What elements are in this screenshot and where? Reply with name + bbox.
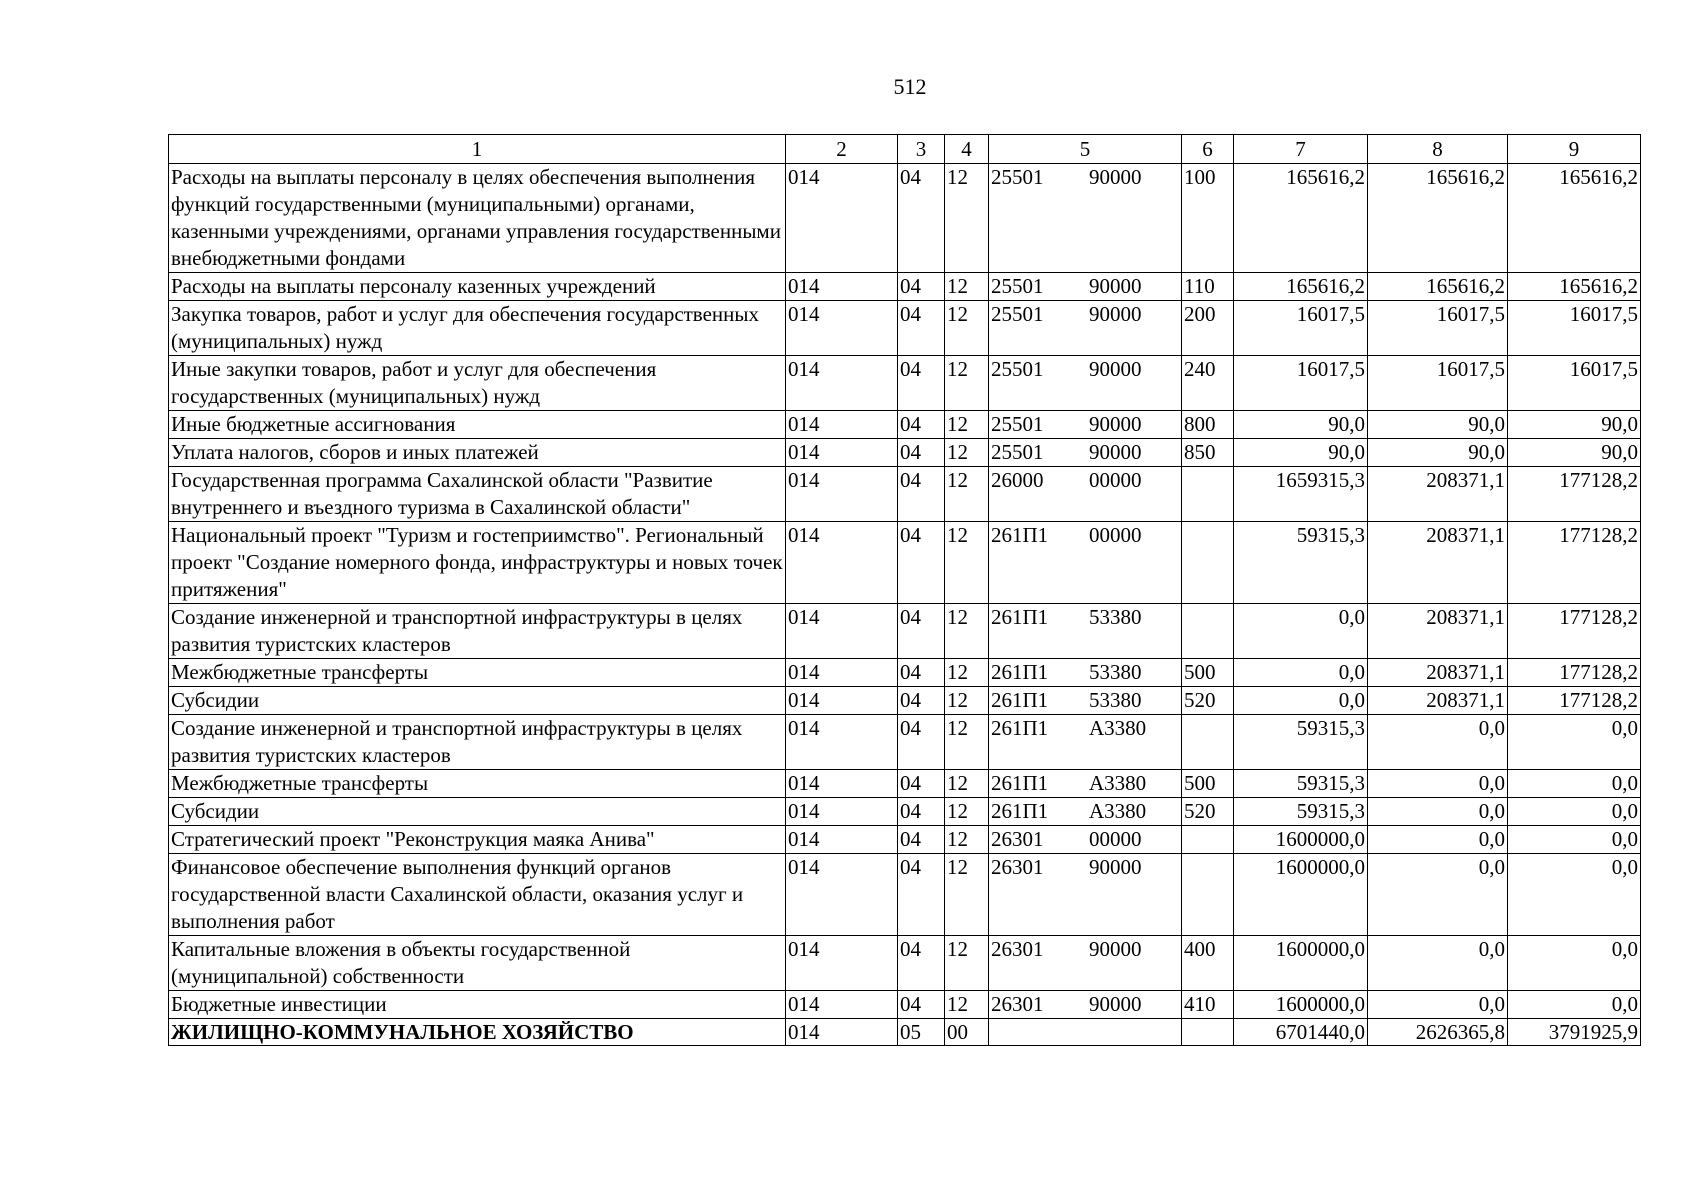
- amount-col7-cell: 6701440,0: [1234, 1019, 1368, 1046]
- amount-col8-cell: 208371,1: [1368, 659, 1508, 687]
- target-article-part1: 26301: [991, 855, 1044, 879]
- expense-type-cell: 500: [1182, 770, 1234, 798]
- expense-type-cell: [1182, 604, 1234, 659]
- target-article-part1: 26000: [991, 468, 1044, 492]
- amount-col8-cell: 0,0: [1368, 854, 1508, 936]
- amount-col8-cell: 16017,5: [1368, 301, 1508, 356]
- section-code-cell: 04: [898, 770, 945, 798]
- amount-col9-cell: 177128,2: [1508, 467, 1641, 522]
- amount-col9-cell: 0,0: [1508, 798, 1641, 826]
- table-row: [169, 522, 1641, 604]
- amount-col8-cell: 165616,2: [1368, 164, 1508, 273]
- amount-col9-cell: 90,0: [1508, 411, 1641, 439]
- amount-col9-cell: 16017,5: [1508, 301, 1641, 356]
- section-code-cell: 04: [898, 522, 945, 604]
- amount-col8-cell: 0,0: [1368, 991, 1508, 1019]
- amount-col8-cell: 0,0: [1368, 798, 1508, 826]
- target-article-part1: 261П1: [991, 799, 1049, 823]
- ministry-code-cell: 014: [786, 301, 898, 356]
- expense-type-cell: 520: [1182, 798, 1234, 826]
- expense-type-cell: [1182, 854, 1234, 936]
- table-row: [169, 1019, 1641, 1046]
- ministry-code-cell: 014: [786, 604, 898, 659]
- table-body: [169, 164, 1641, 1046]
- target-article-cell: [989, 1019, 1182, 1046]
- column-header: 8: [1368, 135, 1508, 164]
- target-article-cell: [989, 273, 1182, 301]
- amount-col7-cell: 59315,3: [1234, 770, 1368, 798]
- subsection-code-cell: 12: [945, 467, 989, 522]
- section-code-cell: 04: [898, 164, 945, 273]
- expense-type-cell: 100: [1182, 164, 1234, 273]
- ministry-code-cell: 014: [786, 826, 898, 854]
- subsection-code-cell: 12: [945, 687, 989, 715]
- amount-col8-cell: 90,0: [1368, 439, 1508, 467]
- amount-col9-cell: 16017,5: [1508, 356, 1641, 411]
- section-code-cell: 04: [898, 273, 945, 301]
- table-row: [169, 854, 1641, 936]
- amount-col7-cell: 90,0: [1234, 439, 1368, 467]
- column-header: 1: [169, 135, 786, 164]
- subsection-code-cell: 12: [945, 411, 989, 439]
- amount-col8-cell: 208371,1: [1368, 687, 1508, 715]
- column-header: 7: [1234, 135, 1368, 164]
- ministry-code-cell: 014: [786, 687, 898, 715]
- target-article-part2: 90000: [1089, 165, 1142, 189]
- target-article-cell: [989, 439, 1182, 467]
- amount-col7-cell: 16017,5: [1234, 301, 1368, 356]
- amount-col7-cell: 1659315,3: [1234, 467, 1368, 522]
- target-article-cell: [989, 770, 1182, 798]
- target-article-part1: 25501: [991, 357, 1044, 381]
- target-article-part1: 26301: [991, 992, 1044, 1016]
- target-article-cell: [989, 356, 1182, 411]
- row-name-cell: Расходы на выплаты персоналу в целях обеспечения выполнения функций государственными (муниципальными) органами, казенными учреждениями, органами управления государственными внебюджетными фондами: [169, 164, 786, 273]
- ministry-code-cell: 014: [786, 798, 898, 826]
- target-article-part2: 90000: [1089, 992, 1142, 1016]
- row-name-cell: Межбюджетные трансферты: [169, 770, 786, 798]
- subsection-code-cell: 12: [945, 164, 989, 273]
- target-article-part1: 261П1: [991, 716, 1049, 740]
- table-row: [169, 798, 1641, 826]
- table-row: [169, 356, 1641, 411]
- section-code-cell: 05: [898, 1019, 945, 1046]
- amount-col7-cell: 1600000,0: [1234, 936, 1368, 991]
- target-article-part1: 261П1: [991, 688, 1049, 712]
- expense-type-cell: [1182, 522, 1234, 604]
- target-article-cell: [989, 411, 1182, 439]
- target-article-cell: [989, 687, 1182, 715]
- row-name-cell: Национальный проект "Туризм и гостеприимство". Региональный проект "Создание номерного фонда, инфраструктуры и новых точек притяжения": [169, 522, 786, 604]
- target-article-part2: А3380: [1089, 799, 1147, 823]
- target-article-part2: 90000: [1089, 937, 1142, 961]
- table-row: [169, 604, 1641, 659]
- subsection-code-cell: 12: [945, 770, 989, 798]
- section-code-cell: 04: [898, 798, 945, 826]
- ministry-code-cell: 014: [786, 356, 898, 411]
- target-article-cell: [989, 467, 1182, 522]
- row-name-cell: Расходы на выплаты персоналу казенных учреждений: [169, 273, 786, 301]
- target-article-part1: 261П1: [991, 523, 1049, 547]
- amount-col9-cell: 177128,2: [1508, 522, 1641, 604]
- row-name-cell: Субсидии: [169, 687, 786, 715]
- target-article-part1: 25501: [991, 165, 1044, 189]
- table-row: [169, 439, 1641, 467]
- table-row: [169, 659, 1641, 687]
- ministry-code-cell: 014: [786, 522, 898, 604]
- section-code-cell: 04: [898, 659, 945, 687]
- expense-type-cell: 520: [1182, 687, 1234, 715]
- expense-type-cell: [1182, 467, 1234, 522]
- amount-col8-cell: 165616,2: [1368, 273, 1508, 301]
- ministry-code-cell: 014: [786, 854, 898, 936]
- amount-col9-cell: 90,0: [1508, 439, 1641, 467]
- subsection-code-cell: 12: [945, 936, 989, 991]
- page-number: 512: [893, 74, 927, 99]
- subsection-code-cell: 12: [945, 991, 989, 1019]
- expense-type-cell: 400: [1182, 936, 1234, 991]
- amount-col8-cell: 208371,1: [1368, 522, 1508, 604]
- amount-col7-cell: 59315,3: [1234, 522, 1368, 604]
- expense-type-cell: [1182, 715, 1234, 770]
- target-article-cell: [989, 854, 1182, 936]
- target-article-part2: 90000: [1089, 855, 1142, 879]
- subsection-code-cell: 12: [945, 659, 989, 687]
- target-article-part1: 261П1: [991, 660, 1049, 684]
- expense-type-cell: 240: [1182, 356, 1234, 411]
- amount-col7-cell: 1600000,0: [1234, 826, 1368, 854]
- section-code-cell: 04: [898, 356, 945, 411]
- ministry-code-cell: 014: [786, 991, 898, 1019]
- amount-col9-cell: 0,0: [1508, 770, 1641, 798]
- column-header: 3: [898, 135, 945, 164]
- header-row: [169, 135, 1641, 164]
- table-row: [169, 826, 1641, 854]
- expense-type-cell: [1182, 1019, 1234, 1046]
- ministry-code-cell: 014: [786, 1019, 898, 1046]
- target-article-cell: [989, 826, 1182, 854]
- row-name-cell: Бюджетные инвестиции: [169, 991, 786, 1019]
- amount-col8-cell: 90,0: [1368, 411, 1508, 439]
- row-name-cell: Капитальные вложения в объекты государственной (муниципальной) собственности: [169, 936, 786, 991]
- amount-col9-cell: 165616,2: [1508, 164, 1641, 273]
- expense-type-cell: 410: [1182, 991, 1234, 1019]
- section-code-cell: 04: [898, 936, 945, 991]
- target-article-part2: 53380: [1089, 660, 1142, 684]
- subsection-code-cell: 12: [945, 522, 989, 604]
- section-code-cell: 04: [898, 715, 945, 770]
- amount-col9-cell: 177128,2: [1508, 687, 1641, 715]
- target-article-part2: 90000: [1089, 357, 1142, 381]
- target-article-cell: [989, 659, 1182, 687]
- ministry-code-cell: 014: [786, 273, 898, 301]
- row-name-cell: Иные бюджетные ассигнования: [169, 411, 786, 439]
- column-header: 9: [1508, 135, 1641, 164]
- section-code-cell: 04: [898, 687, 945, 715]
- section-code-cell: 04: [898, 604, 945, 659]
- amount-col8-cell: 2626365,8: [1368, 1019, 1508, 1046]
- row-name-cell: Создание инженерной и транспортной инфраструктуры в целях развития туристских кластеров: [169, 604, 786, 659]
- amount-col7-cell: 0,0: [1234, 659, 1368, 687]
- expense-type-cell: [1182, 826, 1234, 854]
- subsection-code-cell: 12: [945, 301, 989, 356]
- ministry-code-cell: 014: [786, 715, 898, 770]
- amount-col8-cell: 0,0: [1368, 936, 1508, 991]
- amount-col8-cell: 16017,5: [1368, 356, 1508, 411]
- target-article-part2: 53380: [1089, 605, 1142, 629]
- expense-type-cell: 110: [1182, 273, 1234, 301]
- amount-col7-cell: 90,0: [1234, 411, 1368, 439]
- ministry-code-cell: 014: [786, 936, 898, 991]
- budget-table: [168, 134, 1641, 1046]
- subsection-code-cell: 12: [945, 439, 989, 467]
- table-row: [169, 411, 1641, 439]
- target-article-part2: 90000: [1089, 302, 1142, 326]
- ministry-code-cell: 014: [786, 164, 898, 273]
- ministry-code-cell: 014: [786, 770, 898, 798]
- amount-col9-cell: 0,0: [1508, 826, 1641, 854]
- table-row: [169, 687, 1641, 715]
- target-article-part1: 261П1: [991, 771, 1049, 795]
- table-row: [169, 936, 1641, 991]
- table-row: [169, 273, 1641, 301]
- amount-col7-cell: 1600000,0: [1234, 991, 1368, 1019]
- table-row: [169, 467, 1641, 522]
- target-article-cell: [989, 798, 1182, 826]
- column-header: 4: [945, 135, 989, 164]
- target-article-part2: 00000: [1089, 523, 1142, 547]
- amount-col7-cell: 165616,2: [1234, 164, 1368, 273]
- row-name-cell: Государственная программа Сахалинской области "Развитие внутреннего и въездного туризма в Сахалинской области": [169, 467, 786, 522]
- expense-type-cell: 500: [1182, 659, 1234, 687]
- subsection-code-cell: 12: [945, 604, 989, 659]
- target-article-part1: 25501: [991, 412, 1044, 436]
- amount-col9-cell: 165616,2: [1508, 273, 1641, 301]
- target-article-part1: 25501: [991, 302, 1044, 326]
- amount-col7-cell: 59315,3: [1234, 715, 1368, 770]
- row-name-cell: Уплата налогов, сборов и иных платежей: [169, 439, 786, 467]
- amount-col9-cell: 0,0: [1508, 854, 1641, 936]
- amount-col9-cell: 0,0: [1508, 991, 1641, 1019]
- section-code-cell: 04: [898, 301, 945, 356]
- amount-col8-cell: 0,0: [1368, 715, 1508, 770]
- amount-col7-cell: 59315,3: [1234, 798, 1368, 826]
- subsection-code-cell: 12: [945, 854, 989, 936]
- subsection-code-cell: 12: [945, 798, 989, 826]
- row-name-cell: Создание инженерной и транспортной инфраструктуры в целях развития туристских кластеров: [169, 715, 786, 770]
- target-article-part2: 00000: [1089, 827, 1142, 851]
- table-row: [169, 301, 1641, 356]
- target-article-part1: 25501: [991, 274, 1044, 298]
- section-code-cell: 04: [898, 411, 945, 439]
- amount-col9-cell: 177128,2: [1508, 659, 1641, 687]
- target-article-part2: 90000: [1089, 440, 1142, 464]
- target-article-part1: 261П1: [991, 605, 1049, 629]
- target-article-part2: А3380: [1089, 716, 1147, 740]
- amount-col9-cell: 0,0: [1508, 715, 1641, 770]
- section-code-cell: 04: [898, 439, 945, 467]
- section-code-cell: 04: [898, 991, 945, 1019]
- target-article-cell: [989, 301, 1182, 356]
- row-name-cell: Закупка товаров, работ и услуг для обеспечения государственных (муниципальных) нужд: [169, 301, 786, 356]
- target-article-part1: 25501: [991, 440, 1044, 464]
- amount-col7-cell: 0,0: [1234, 604, 1368, 659]
- section-code-cell: 04: [898, 854, 945, 936]
- subsection-code-cell: 12: [945, 356, 989, 411]
- target-article-cell: [989, 164, 1182, 273]
- amount-col8-cell: 208371,1: [1368, 604, 1508, 659]
- target-article-part1: 26301: [991, 827, 1044, 851]
- amount-col8-cell: 0,0: [1368, 826, 1508, 854]
- target-article-part2: 53380: [1089, 688, 1142, 712]
- amount-col9-cell: 0,0: [1508, 936, 1641, 991]
- target-article-part2: А3380: [1089, 771, 1147, 795]
- row-name-cell: Межбюджетные трансферты: [169, 659, 786, 687]
- subsection-code-cell: 12: [945, 826, 989, 854]
- target-article-cell: [989, 936, 1182, 991]
- target-article-part1: 26301: [991, 937, 1044, 961]
- section-code-cell: 04: [898, 467, 945, 522]
- amount-col7-cell: 165616,2: [1234, 273, 1368, 301]
- row-name-cell: Стратегический проект "Реконструкция маяка Анива": [169, 826, 786, 854]
- target-article-cell: [989, 991, 1182, 1019]
- target-article-cell: [989, 522, 1182, 604]
- target-article-cell: [989, 604, 1182, 659]
- ministry-code-cell: 014: [786, 411, 898, 439]
- table-row: [169, 164, 1641, 273]
- target-article-part2: 90000: [1089, 412, 1142, 436]
- ministry-code-cell: 014: [786, 467, 898, 522]
- subsection-code-cell: 12: [945, 715, 989, 770]
- amount-col9-cell: 3791925,9: [1508, 1019, 1641, 1046]
- expense-type-cell: 200: [1182, 301, 1234, 356]
- ministry-code-cell: 014: [786, 659, 898, 687]
- ministry-code-cell: 014: [786, 439, 898, 467]
- amount-col8-cell: 0,0: [1368, 770, 1508, 798]
- expense-type-cell: 800: [1182, 411, 1234, 439]
- row-name-cell: Финансовое обеспечение выполнения функций органов государственной власти Сахалинской области, оказания услуг и выполнения работ: [169, 854, 786, 936]
- section-code-cell: 04: [898, 826, 945, 854]
- table-row: [169, 991, 1641, 1019]
- amount-col7-cell: 1600000,0: [1234, 854, 1368, 936]
- row-name-cell: Субсидии: [169, 798, 786, 826]
- table-row: [169, 770, 1641, 798]
- row-name-cell: ЖИЛИЩНО-КОММУНАЛЬНОЕ ХОЗЯЙСТВО: [169, 1019, 786, 1046]
- row-name-cell: Иные закупки товаров, работ и услуг для обеспечения государственных (муниципальных) нужд: [169, 356, 786, 411]
- amount-col8-cell: 208371,1: [1368, 467, 1508, 522]
- column-header: 2: [786, 135, 898, 164]
- amount-col7-cell: 0,0: [1234, 687, 1368, 715]
- expense-type-cell: 850: [1182, 439, 1234, 467]
- subsection-code-cell: 12: [945, 273, 989, 301]
- column-header: 6: [1182, 135, 1234, 164]
- table-row: [169, 715, 1641, 770]
- column-header: 5: [989, 135, 1182, 164]
- subsection-code-cell: 00: [945, 1019, 989, 1046]
- target-article-part2: 90000: [1089, 274, 1142, 298]
- target-article-part2: 00000: [1089, 468, 1142, 492]
- amount-col9-cell: 177128,2: [1508, 604, 1641, 659]
- amount-col7-cell: 16017,5: [1234, 356, 1368, 411]
- target-article-cell: [989, 715, 1182, 770]
